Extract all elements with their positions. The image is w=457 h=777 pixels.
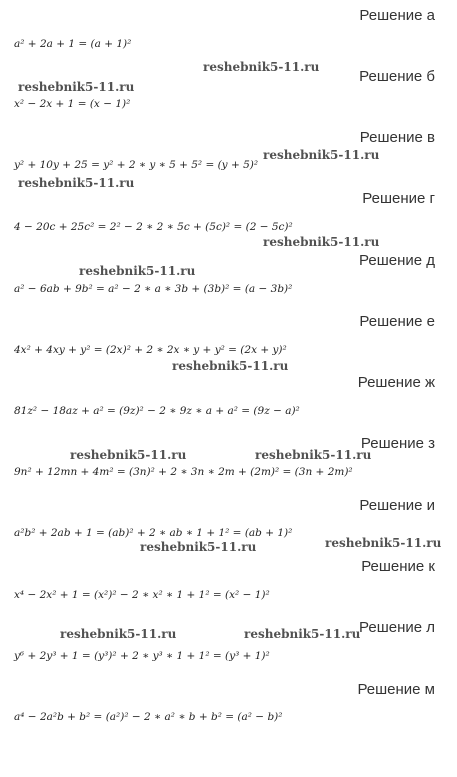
watermark: reshebnik5-11.ru [263,148,380,162]
heading-b: Решение б [359,68,435,85]
heading-zh: Решение ж [357,374,435,391]
heading-z: Решение з [360,435,435,452]
watermark: reshebnik5-11.ru [79,264,196,278]
heading-m: Решение м [357,681,435,698]
heading-e: Решение е [359,313,435,330]
watermark: reshebnik5-11.ru [70,448,187,462]
heading-k: Решение к [361,558,435,575]
heading-v: Решение в [359,129,435,146]
formula-z: 9n² + 12mn + 4m² = (3n)² + 2 ∗ 3n ∗ 2m + (2m)² = (3n + 2m)² [14,466,353,478]
watermark: reshebnik5-11.ru [60,627,177,641]
watermark: reshebnik5-11.ru [172,359,289,373]
watermark: reshebnik5-11.ru [18,80,135,94]
watermark: reshebnik5-11.ru [203,60,320,74]
formula-i: a²b² + 2ab + 1 = (ab)² + 2 ∗ ab ∗ 1 + 1² = (ab + 1)² [14,527,293,539]
formula-d: a² − 6ab + 9b² = a² − 2 ∗ a ∗ 3b + (3b)² = (a − 3b)² [14,283,293,295]
formula-g: 4 − 20c + 25c² = 2² − 2 ∗ 2 ∗ 5c + (5c)² = (2 − 5c)² [14,221,293,233]
formula-e: 4x² + 4xy + y² = (2x)² + 2 ∗ 2x ∗ y + y² = (2x + y)² [14,344,287,356]
watermark: reshebnik5-11.ru [263,235,380,249]
formula-a: a² + 2a + 1 = (a + 1)² [14,38,132,50]
watermark: reshebnik5-11.ru [325,536,442,550]
watermark: reshebnik5-11.ru [140,540,257,554]
formula-k: x⁴ − 2x² + 1 = (x²)² − 2 ∗ x² ∗ 1 + 1² = (x² − 1)² [14,589,270,601]
watermark: reshebnik5-11.ru [244,627,361,641]
watermark: reshebnik5-11.ru [18,176,135,190]
heading-a: Решение а [359,7,435,24]
formula-v: y² + 10y + 25 = y² + 2 ∗ y ∗ 5 + 5² = (y + 5)² [14,159,259,171]
formula-l: y⁶ + 2y³ + 1 = (y³)² + 2 ∗ y³ ∗ 1 + 1² = (y³ + 1)² [14,650,270,662]
heading-g: Решение г [362,190,435,207]
formula-b: x² − 2x + 1 = (x − 1)² [14,98,131,110]
watermark: reshebnik5-11.ru [255,448,372,462]
formula-m: a⁴ − 2a²b + b² = (a²)² − 2 ∗ a² ∗ b + b² = (a² − b)² [14,711,283,723]
heading-l: Решение л [359,619,435,636]
heading-d: Решение д [359,252,435,269]
formula-zh: 81z² − 18az + a² = (9z)² − 2 ∗ 9z ∗ a + a² = (9z − a)² [14,405,300,417]
heading-i: Решение и [359,497,435,514]
